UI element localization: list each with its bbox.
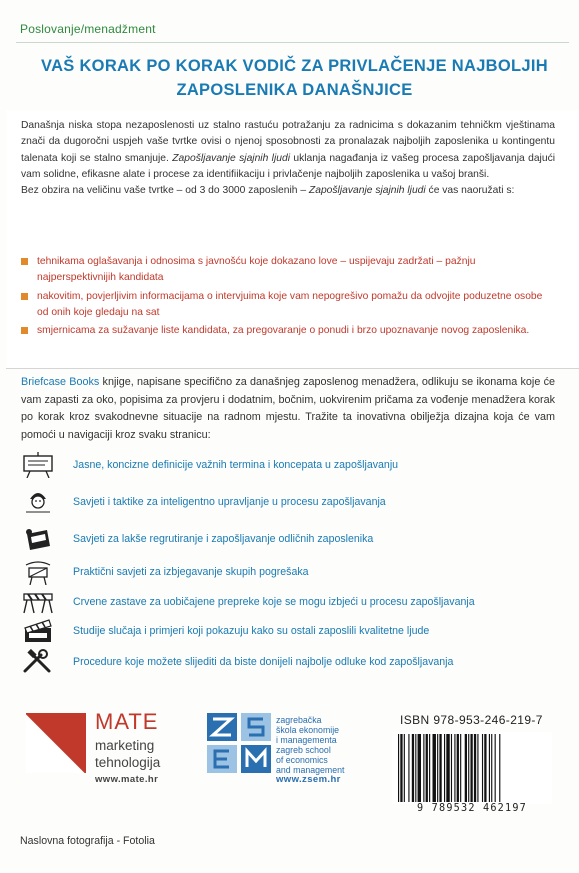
zsem-line: i managementa [276,735,337,745]
mate-url: www.mate.hr [95,774,159,785]
list-item [21,289,555,322]
isbn-digits: 9 789532 462197 [416,803,527,814]
mate-tagline-line: tehnologija [95,755,161,770]
intro-text-segment: će vas naoružati s: [425,185,515,197]
bullet-square-icon [21,327,28,334]
page-title [40,54,549,102]
tools-icon [21,649,55,675]
zsem-logo-icon [207,713,271,773]
feature-item [21,589,561,617]
intro-text-segment: Bez obzira na veličinu vaše tvrtke – od 3 do 3000 zaposlenih – [21,185,309,197]
bullet-square-icon [21,293,28,300]
zsem-line: zagrebačka [276,715,322,725]
intro-text-segment: uklanja nagađanja iz vašeg procesa zapošljavanja dajući vam solidne, efikasne alate i procese za identifiikaciju i privlačenje najboljih zaposlenika u vašoj branši. [21,152,555,180]
category-label: Poslovanje/menadžment [20,22,156,36]
intro-text-segment: Današnja niska stopa nezaposlenosti uz stalno rastuću potražanju za radnicima s dokazanim tehničkm vještinama znači da dugoročni uspjeh vaše tvrtke ovisi o njenoj sposobnosti za pronalazak najboljih zaposlenika u kontingentu talenata koji se stalno smanjuje. [21,120,555,164]
book-title: Zapošljavanje sjajnih ljudi [172,152,290,164]
series-text: knjige, napisane specifično za današnjeg zaposlenog menadžera, odlikuju se ikonama koje će vam zapasti za oko, popisima za provjeru i dodatnim, bočnim, uokvirenim pričama za vođenje menadžera korak po korak kroz svakodnevne situacije na radnom mjestu. Tražite ta inovativna obilježja dizajna koja će vam pomoći u navigaciji kroz svaku stranicu: [21,376,555,441]
feature-label: Procedure koje možete slijediti da biste donijeli najbolje odluke kod zapošljavanja [73,656,454,668]
mate-tagline-line: marketing [95,738,155,753]
feature-label: Jasne, koncizne definicije važnih termina i koncepata u zapošljavanju [73,459,399,471]
mate-name: MATE [95,709,159,734]
benefit-list [21,254,555,341]
list-item [21,323,555,339]
feature-item [21,618,561,646]
caution-icon [21,559,55,585]
list-item [21,254,555,287]
feature-item [21,526,561,554]
title-line: ZAPOSLENIKA DANAŠNJICE [176,81,413,99]
series-brand: Briefcase Books [21,376,100,388]
bullet-square-icon [21,258,28,265]
title-line: VAŠ KORAK PO KORAK VODIČ ZA PRIVLAČENJE NAJBOLJIH [40,57,548,75]
manager-smarts-icon [21,489,55,515]
feature-label: Crvene zastave za uobičajene prepreke koje se mogu izbjeći u procesu zapošljavanja [73,596,475,608]
feature-label: Savjeti za lakše regrutiranje i zapošljavanje odličnih zaposlenika [73,533,374,545]
definition-sign-icon [21,452,55,478]
feature-label: Savjeti i taktike za inteligentno upravljanje u procesu zapošljavanja [73,496,386,508]
zsem-name [276,715,344,775]
list-item-text: nakovitim, povjerljivim informacijama o intervjuima koje vam nepogrešivo pomažu da odvojite poduzetne osobe od onih koje gledaju na sat [37,290,543,318]
zsem-line: and management [276,765,345,775]
tricks-of-trade-icon [21,526,55,552]
feature-item [21,489,561,517]
zsem-line: škola ekonomije [276,725,340,735]
list-item-text: smjernicama za sužavanje liste kandidata, za pregovaranje o ponudi i brzo upoznavanje novog zaposlenika. [37,325,530,337]
barcode [392,732,552,804]
mate-logo-icon [26,713,86,773]
book-title: Zapošljavanje sjajnih ljudi [308,185,426,197]
zsem-line: zagreb school [276,745,331,755]
photo-credit: Naslovna fotografija - Fotolia [20,835,155,847]
feature-label: Studije slučaja i primjeri koji pokazuju kako su ostali zaposlili kvalitetne ljude [73,625,430,637]
feature-item [21,649,561,677]
isbn-label: ISBN 978-953-246-219-7 [400,713,543,727]
clapperboard-icon [21,618,55,644]
feature-item [21,559,561,587]
feature-item [21,452,561,480]
series-description [21,374,555,444]
zsem-line: of economics [276,755,328,765]
barrier-icon [21,589,55,615]
list-item-text: tehnikama oglašavanja i odnosima s javnošću koje dokazano love – uspijevaju zadržati – pažnju najperspektivnijih kandidata [37,256,476,284]
feature-label: Praktični savjeti za izbjegavanje skupih pogrešaka [73,566,309,578]
divider [16,42,569,43]
intro-paragraph [21,183,555,199]
intro-text [21,118,555,199]
intro-paragraph [21,118,555,183]
zsem-url: www.zsem.hr [276,774,341,785]
mate-tagline [95,737,160,771]
